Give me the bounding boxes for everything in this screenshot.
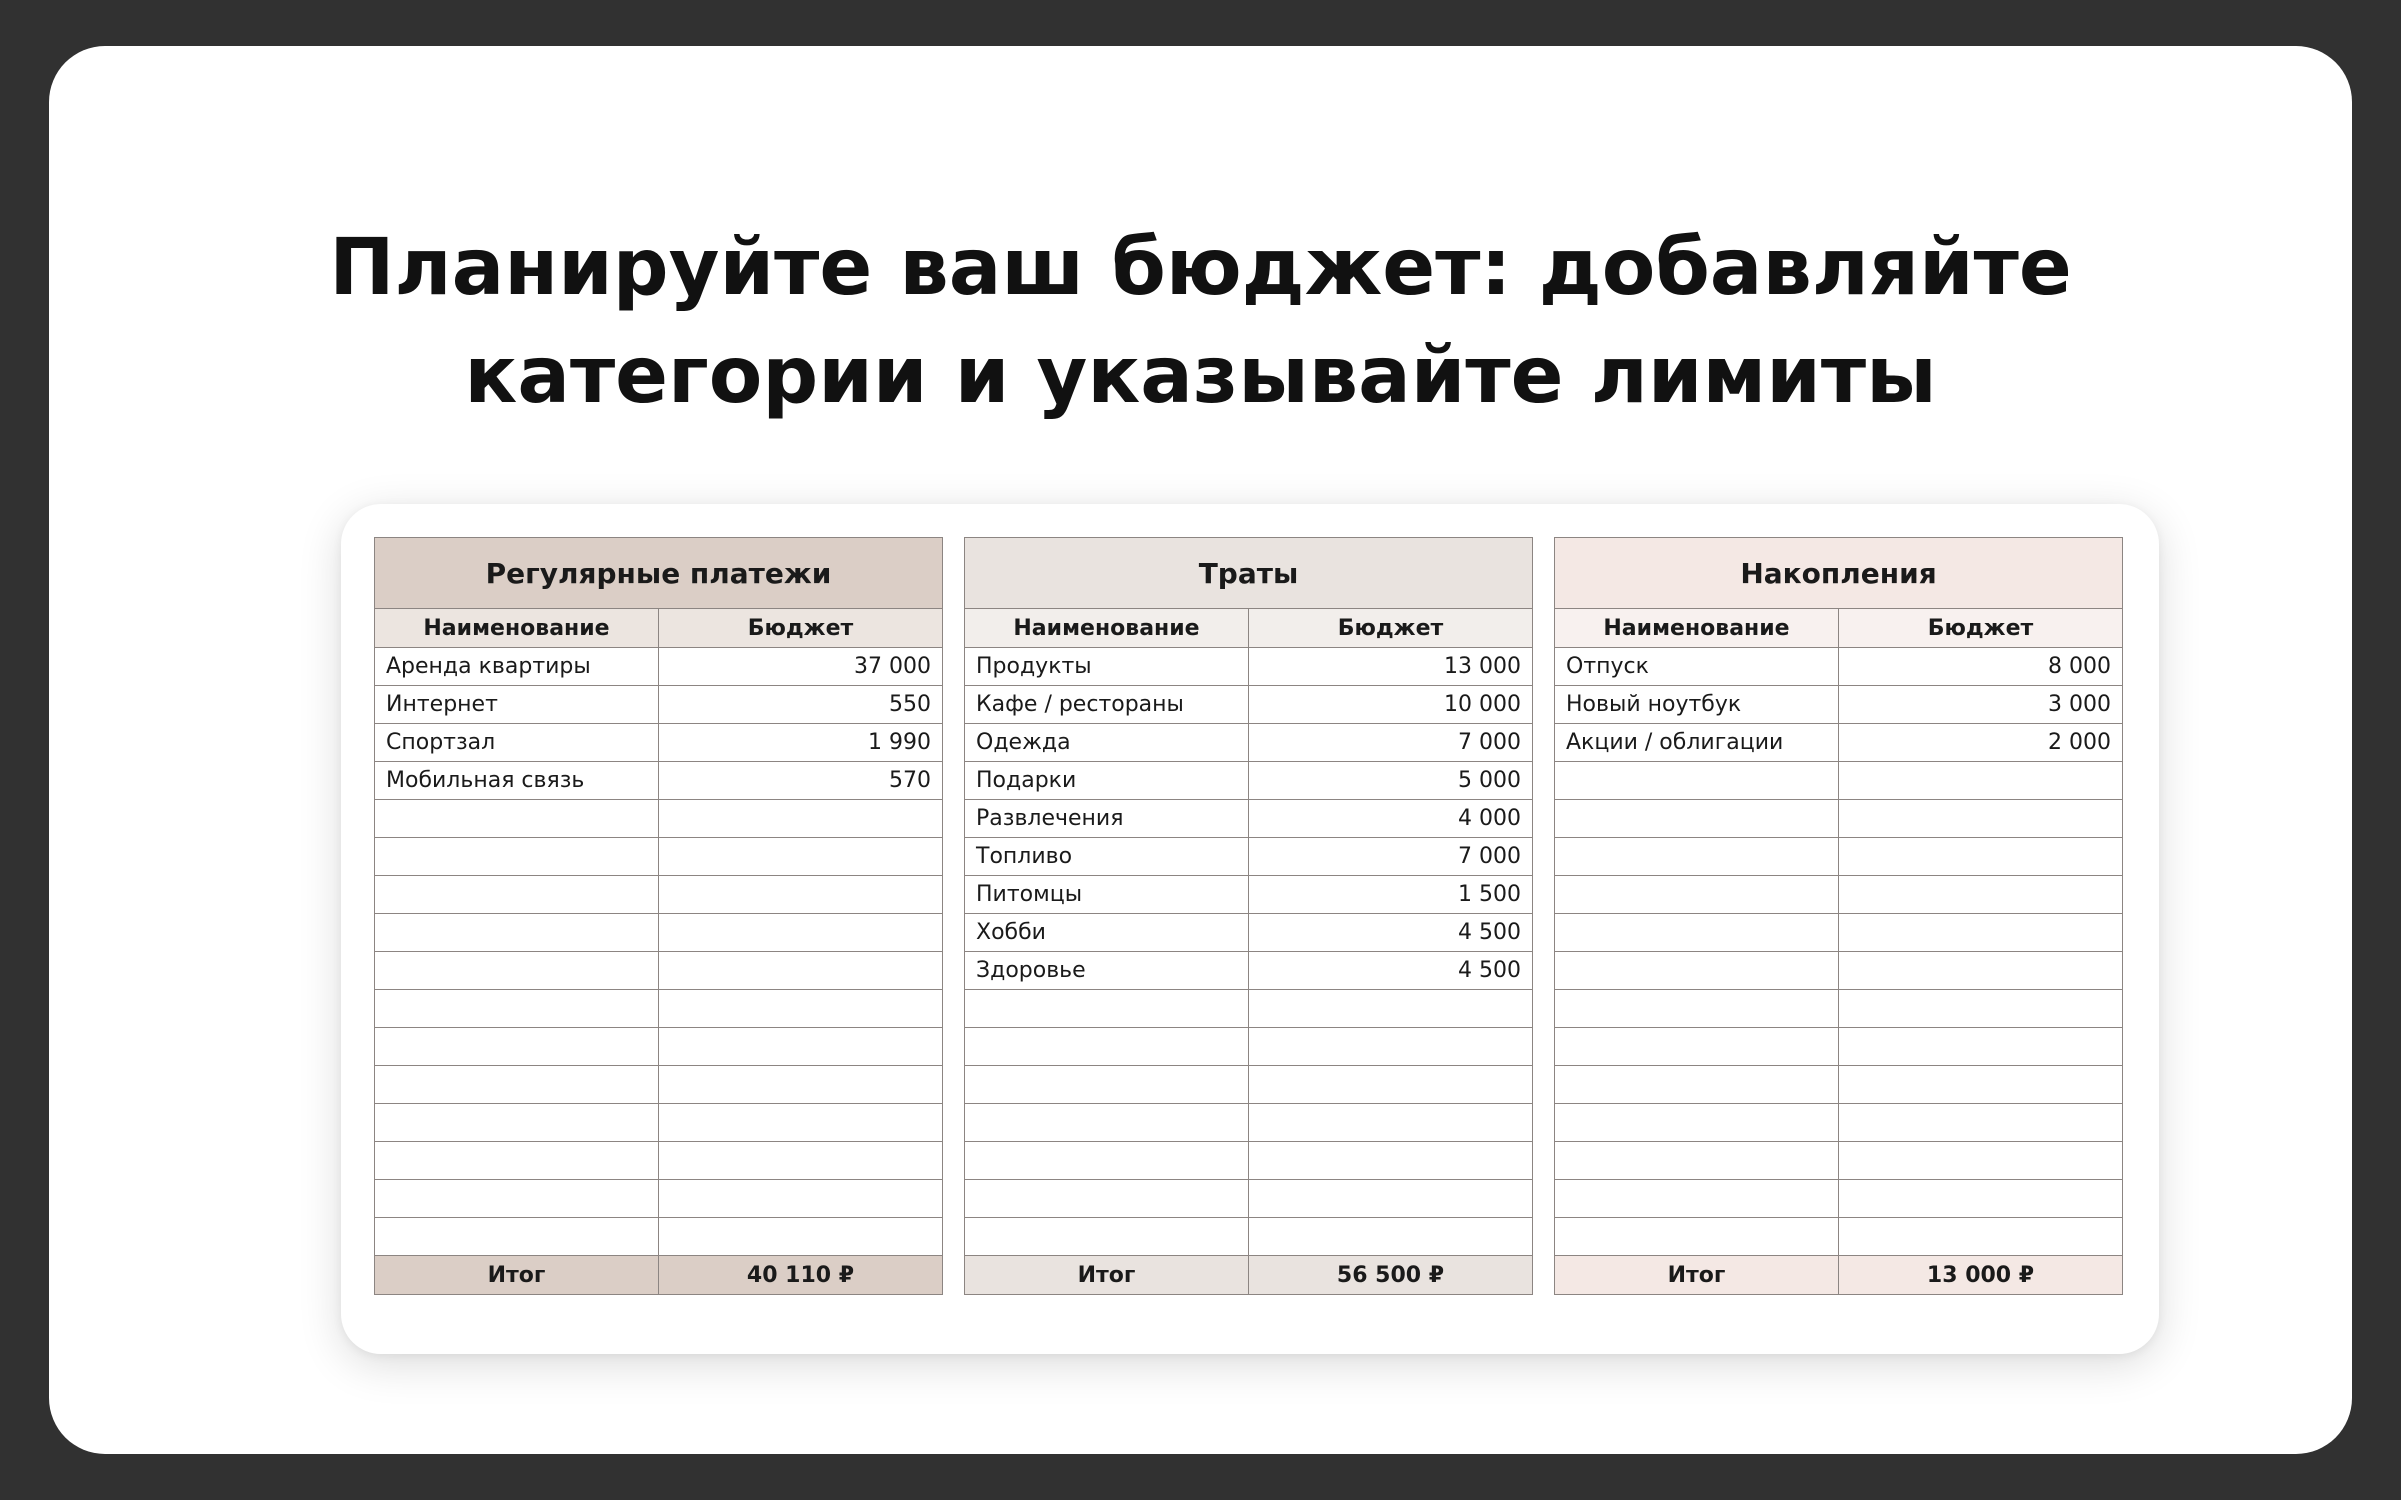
- row-name-cell[interactable]: [1555, 838, 1839, 876]
- table-row: [965, 1142, 1533, 1180]
- row-budget-cell[interactable]: 7 000: [1249, 838, 1533, 876]
- row-budget-cell[interactable]: [1249, 1028, 1533, 1066]
- column-header-name: Наименование: [1555, 609, 1839, 648]
- row-budget-cell[interactable]: [1839, 914, 2123, 952]
- row-name-cell[interactable]: [965, 1066, 1249, 1104]
- table-row: [1555, 1218, 2123, 1256]
- table-row: [1555, 686, 2123, 724]
- total-row: [965, 1256, 1533, 1295]
- table-row: [965, 762, 1533, 800]
- row-name-cell[interactable]: [965, 1218, 1249, 1256]
- row-budget-cell[interactable]: 5 000: [1249, 762, 1533, 800]
- column-header-budget: Бюджет: [1839, 609, 2123, 648]
- total-row: [1555, 1256, 2123, 1295]
- table-row: [1555, 914, 2123, 952]
- row-budget-cell[interactable]: [1839, 1180, 2123, 1218]
- row-name-cell[interactable]: [1555, 1104, 1839, 1142]
- row-budget-cell[interactable]: [659, 838, 943, 876]
- row-budget-cell[interactable]: 570: [659, 762, 943, 800]
- spending-table: [964, 537, 1532, 1295]
- row-budget-cell[interactable]: [1249, 1142, 1533, 1180]
- row-budget-cell[interactable]: [659, 1218, 943, 1256]
- table-row: [1555, 800, 2123, 838]
- total-value: 40 110 ₽: [659, 1256, 943, 1295]
- column-header-budget: Бюджет: [659, 609, 943, 648]
- row-name-cell[interactable]: [1555, 1066, 1839, 1104]
- table-row: [1555, 838, 2123, 876]
- table-row: [1555, 762, 2123, 800]
- table-row: [965, 1066, 1533, 1104]
- row-name-cell[interactable]: Интернет: [375, 686, 659, 724]
- budget-panel: [341, 504, 2159, 1354]
- row-name-cell[interactable]: [965, 1104, 1249, 1142]
- row-name-cell[interactable]: [1555, 1218, 1839, 1256]
- row-name-cell[interactable]: Мобильная связь: [375, 762, 659, 800]
- table-row: [1555, 1066, 2123, 1104]
- headline-bold: Планируйте ваш бюджет:: [329, 223, 1512, 313]
- row-budget-cell[interactable]: [1839, 838, 2123, 876]
- row-name-cell[interactable]: [375, 876, 659, 914]
- row-budget-cell[interactable]: [1839, 1218, 2123, 1256]
- row-name-cell[interactable]: Подарки: [965, 762, 1249, 800]
- row-budget-cell[interactable]: [1839, 876, 2123, 914]
- table-row: [375, 648, 943, 686]
- table-row: [965, 800, 1533, 838]
- row-budget-cell[interactable]: 13 000: [1249, 648, 1533, 686]
- row-name-cell[interactable]: Питомцы: [965, 876, 1249, 914]
- table-row: [965, 990, 1533, 1028]
- row-budget-cell[interactable]: [659, 952, 943, 990]
- table-row: [1555, 990, 2123, 1028]
- row-name-cell[interactable]: Спортзал: [375, 724, 659, 762]
- table-row: [965, 914, 1533, 952]
- column-header-name: Наименование: [375, 609, 659, 648]
- table-row: [965, 724, 1533, 762]
- row-name-cell[interactable]: [375, 1180, 659, 1218]
- row-name-cell[interactable]: [375, 990, 659, 1028]
- table-row: [375, 876, 943, 914]
- row-name-cell[interactable]: [375, 1028, 659, 1066]
- row-budget-cell[interactable]: [1839, 800, 2123, 838]
- row-budget-cell[interactable]: [1839, 1142, 2123, 1180]
- row-name-cell[interactable]: [965, 990, 1249, 1028]
- table-row: [965, 1180, 1533, 1218]
- total-label: Итог: [1555, 1256, 1839, 1295]
- table-row: [375, 800, 943, 838]
- row-budget-cell[interactable]: [659, 800, 943, 838]
- table-row: [375, 952, 943, 990]
- table-row: [965, 1104, 1533, 1142]
- savings-table: [1554, 537, 2122, 1295]
- row-budget-cell[interactable]: [1839, 1066, 2123, 1104]
- row-name-cell[interactable]: [375, 1218, 659, 1256]
- row-budget-cell[interactable]: [659, 1180, 943, 1218]
- column-header-budget: Бюджет: [1249, 609, 1533, 648]
- table-row: [375, 1028, 943, 1066]
- row-name-cell[interactable]: [1555, 1142, 1839, 1180]
- row-budget-cell[interactable]: 3 000: [1839, 686, 2123, 724]
- row-budget-cell[interactable]: [1249, 1180, 1533, 1218]
- row-budget-cell[interactable]: [659, 914, 943, 952]
- row-name-cell[interactable]: [1555, 762, 1839, 800]
- row-name-cell[interactable]: [965, 1180, 1249, 1218]
- row-budget-cell[interactable]: 8 000: [1839, 648, 2123, 686]
- table-row: [965, 876, 1533, 914]
- row-name-cell[interactable]: [965, 1142, 1249, 1180]
- table-row: [1555, 1104, 2123, 1142]
- table-row: [1555, 1142, 2123, 1180]
- column-header-name: Наименование: [965, 609, 1249, 648]
- row-budget-cell[interactable]: [1839, 1104, 2123, 1142]
- row-budget-cell[interactable]: [659, 876, 943, 914]
- content-card: [49, 46, 2352, 1454]
- regular-payments-table: [374, 537, 942, 1295]
- row-name-cell[interactable]: Продукты: [965, 648, 1249, 686]
- row-budget-cell[interactable]: [1249, 1066, 1533, 1104]
- row-name-cell[interactable]: [1555, 1028, 1839, 1066]
- row-name-cell[interactable]: Отпуск: [1555, 648, 1839, 686]
- total-value: 56 500 ₽: [1249, 1256, 1533, 1295]
- table-row: [375, 990, 943, 1028]
- row-name-cell[interactable]: [1555, 1180, 1839, 1218]
- total-label: Итог: [375, 1256, 659, 1295]
- row-budget-cell[interactable]: 4 000: [1249, 800, 1533, 838]
- table-row: [375, 1104, 943, 1142]
- table-row: [375, 1218, 943, 1256]
- row-budget-cell[interactable]: 4 500: [1249, 914, 1533, 952]
- table-row: [965, 838, 1533, 876]
- table-row: [1555, 724, 2123, 762]
- table-title: Траты: [965, 538, 1533, 609]
- table-row: [375, 1066, 943, 1104]
- row-name-cell[interactable]: [375, 1066, 659, 1104]
- row-name-cell[interactable]: Развлечения: [965, 800, 1249, 838]
- row-name-cell[interactable]: [375, 800, 659, 838]
- row-budget-cell[interactable]: 7 000: [1249, 724, 1533, 762]
- row-budget-cell[interactable]: [1249, 990, 1533, 1028]
- row-name-cell[interactable]: Одежда: [965, 724, 1249, 762]
- page-headline: [49, 214, 2352, 430]
- row-budget-cell[interactable]: [1839, 990, 2123, 1028]
- row-name-cell[interactable]: Акции / облигации: [1555, 724, 1839, 762]
- row-name-cell[interactable]: Здоровье: [965, 952, 1249, 990]
- row-name-cell[interactable]: Топливо: [965, 838, 1249, 876]
- table-row: [965, 952, 1533, 990]
- row-budget-cell[interactable]: [1839, 1028, 2123, 1066]
- row-name-cell[interactable]: [375, 838, 659, 876]
- row-budget-cell[interactable]: 1 500: [1249, 876, 1533, 914]
- row-budget-cell[interactable]: [1249, 1104, 1533, 1142]
- row-name-cell[interactable]: [375, 914, 659, 952]
- table-row: [375, 762, 943, 800]
- table-title: Регулярные платежи: [375, 538, 943, 609]
- row-budget-cell[interactable]: 1 990: [659, 724, 943, 762]
- total-row: [375, 1256, 943, 1295]
- table-row: [965, 686, 1533, 724]
- table-row: [965, 1218, 1533, 1256]
- row-budget-cell[interactable]: [1839, 952, 2123, 990]
- table-row: [375, 914, 943, 952]
- row-name-cell[interactable]: [1555, 800, 1839, 838]
- table-row: [375, 1180, 943, 1218]
- table-row: [965, 648, 1533, 686]
- row-name-cell[interactable]: [1555, 952, 1839, 990]
- row-budget-cell[interactable]: [659, 1066, 943, 1104]
- table-row: [1555, 952, 2123, 990]
- table-row: [965, 1028, 1533, 1066]
- table-row: [1555, 1180, 2123, 1218]
- row-name-cell[interactable]: Новый ноутбук: [1555, 686, 1839, 724]
- row-budget-cell[interactable]: [1249, 1218, 1533, 1256]
- row-name-cell[interactable]: [1555, 876, 1839, 914]
- row-name-cell[interactable]: [965, 1028, 1249, 1066]
- row-budget-cell[interactable]: 2 000: [1839, 724, 2123, 762]
- total-value: 13 000 ₽: [1839, 1256, 2123, 1295]
- row-budget-cell[interactable]: 10 000: [1249, 686, 1533, 724]
- row-name-cell[interactable]: [375, 1142, 659, 1180]
- table-row: [375, 686, 943, 724]
- row-name-cell[interactable]: Кафе / рестораны: [965, 686, 1249, 724]
- total-label: Итог: [965, 1256, 1249, 1295]
- table-row: [1555, 648, 2123, 686]
- table-row: [375, 838, 943, 876]
- table-row: [1555, 1028, 2123, 1066]
- row-budget-cell[interactable]: 4 500: [1249, 952, 1533, 990]
- row-name-cell[interactable]: [1555, 990, 1839, 1028]
- row-name-cell[interactable]: [1555, 914, 1839, 952]
- table-row: [375, 1142, 943, 1180]
- headline-line-1: [49, 214, 2352, 322]
- table-row: [1555, 876, 2123, 914]
- headline-rest: добавляйте: [1511, 223, 2072, 313]
- row-name-cell[interactable]: [375, 952, 659, 990]
- headline-line-2: категории и указывайте лимиты: [464, 331, 1937, 421]
- row-budget-cell[interactable]: 550: [659, 686, 943, 724]
- row-budget-cell[interactable]: [659, 1104, 943, 1142]
- row-budget-cell[interactable]: [659, 990, 943, 1028]
- row-name-cell[interactable]: Хобби: [965, 914, 1249, 952]
- table-title: Накопления: [1555, 538, 2123, 609]
- table-row: [375, 724, 943, 762]
- row-budget-cell[interactable]: [659, 1028, 943, 1066]
- row-name-cell[interactable]: Аренда квартиры: [375, 648, 659, 686]
- row-name-cell[interactable]: [375, 1104, 659, 1142]
- row-budget-cell[interactable]: [1839, 762, 2123, 800]
- row-budget-cell[interactable]: 37 000: [659, 648, 943, 686]
- row-budget-cell[interactable]: [659, 1142, 943, 1180]
